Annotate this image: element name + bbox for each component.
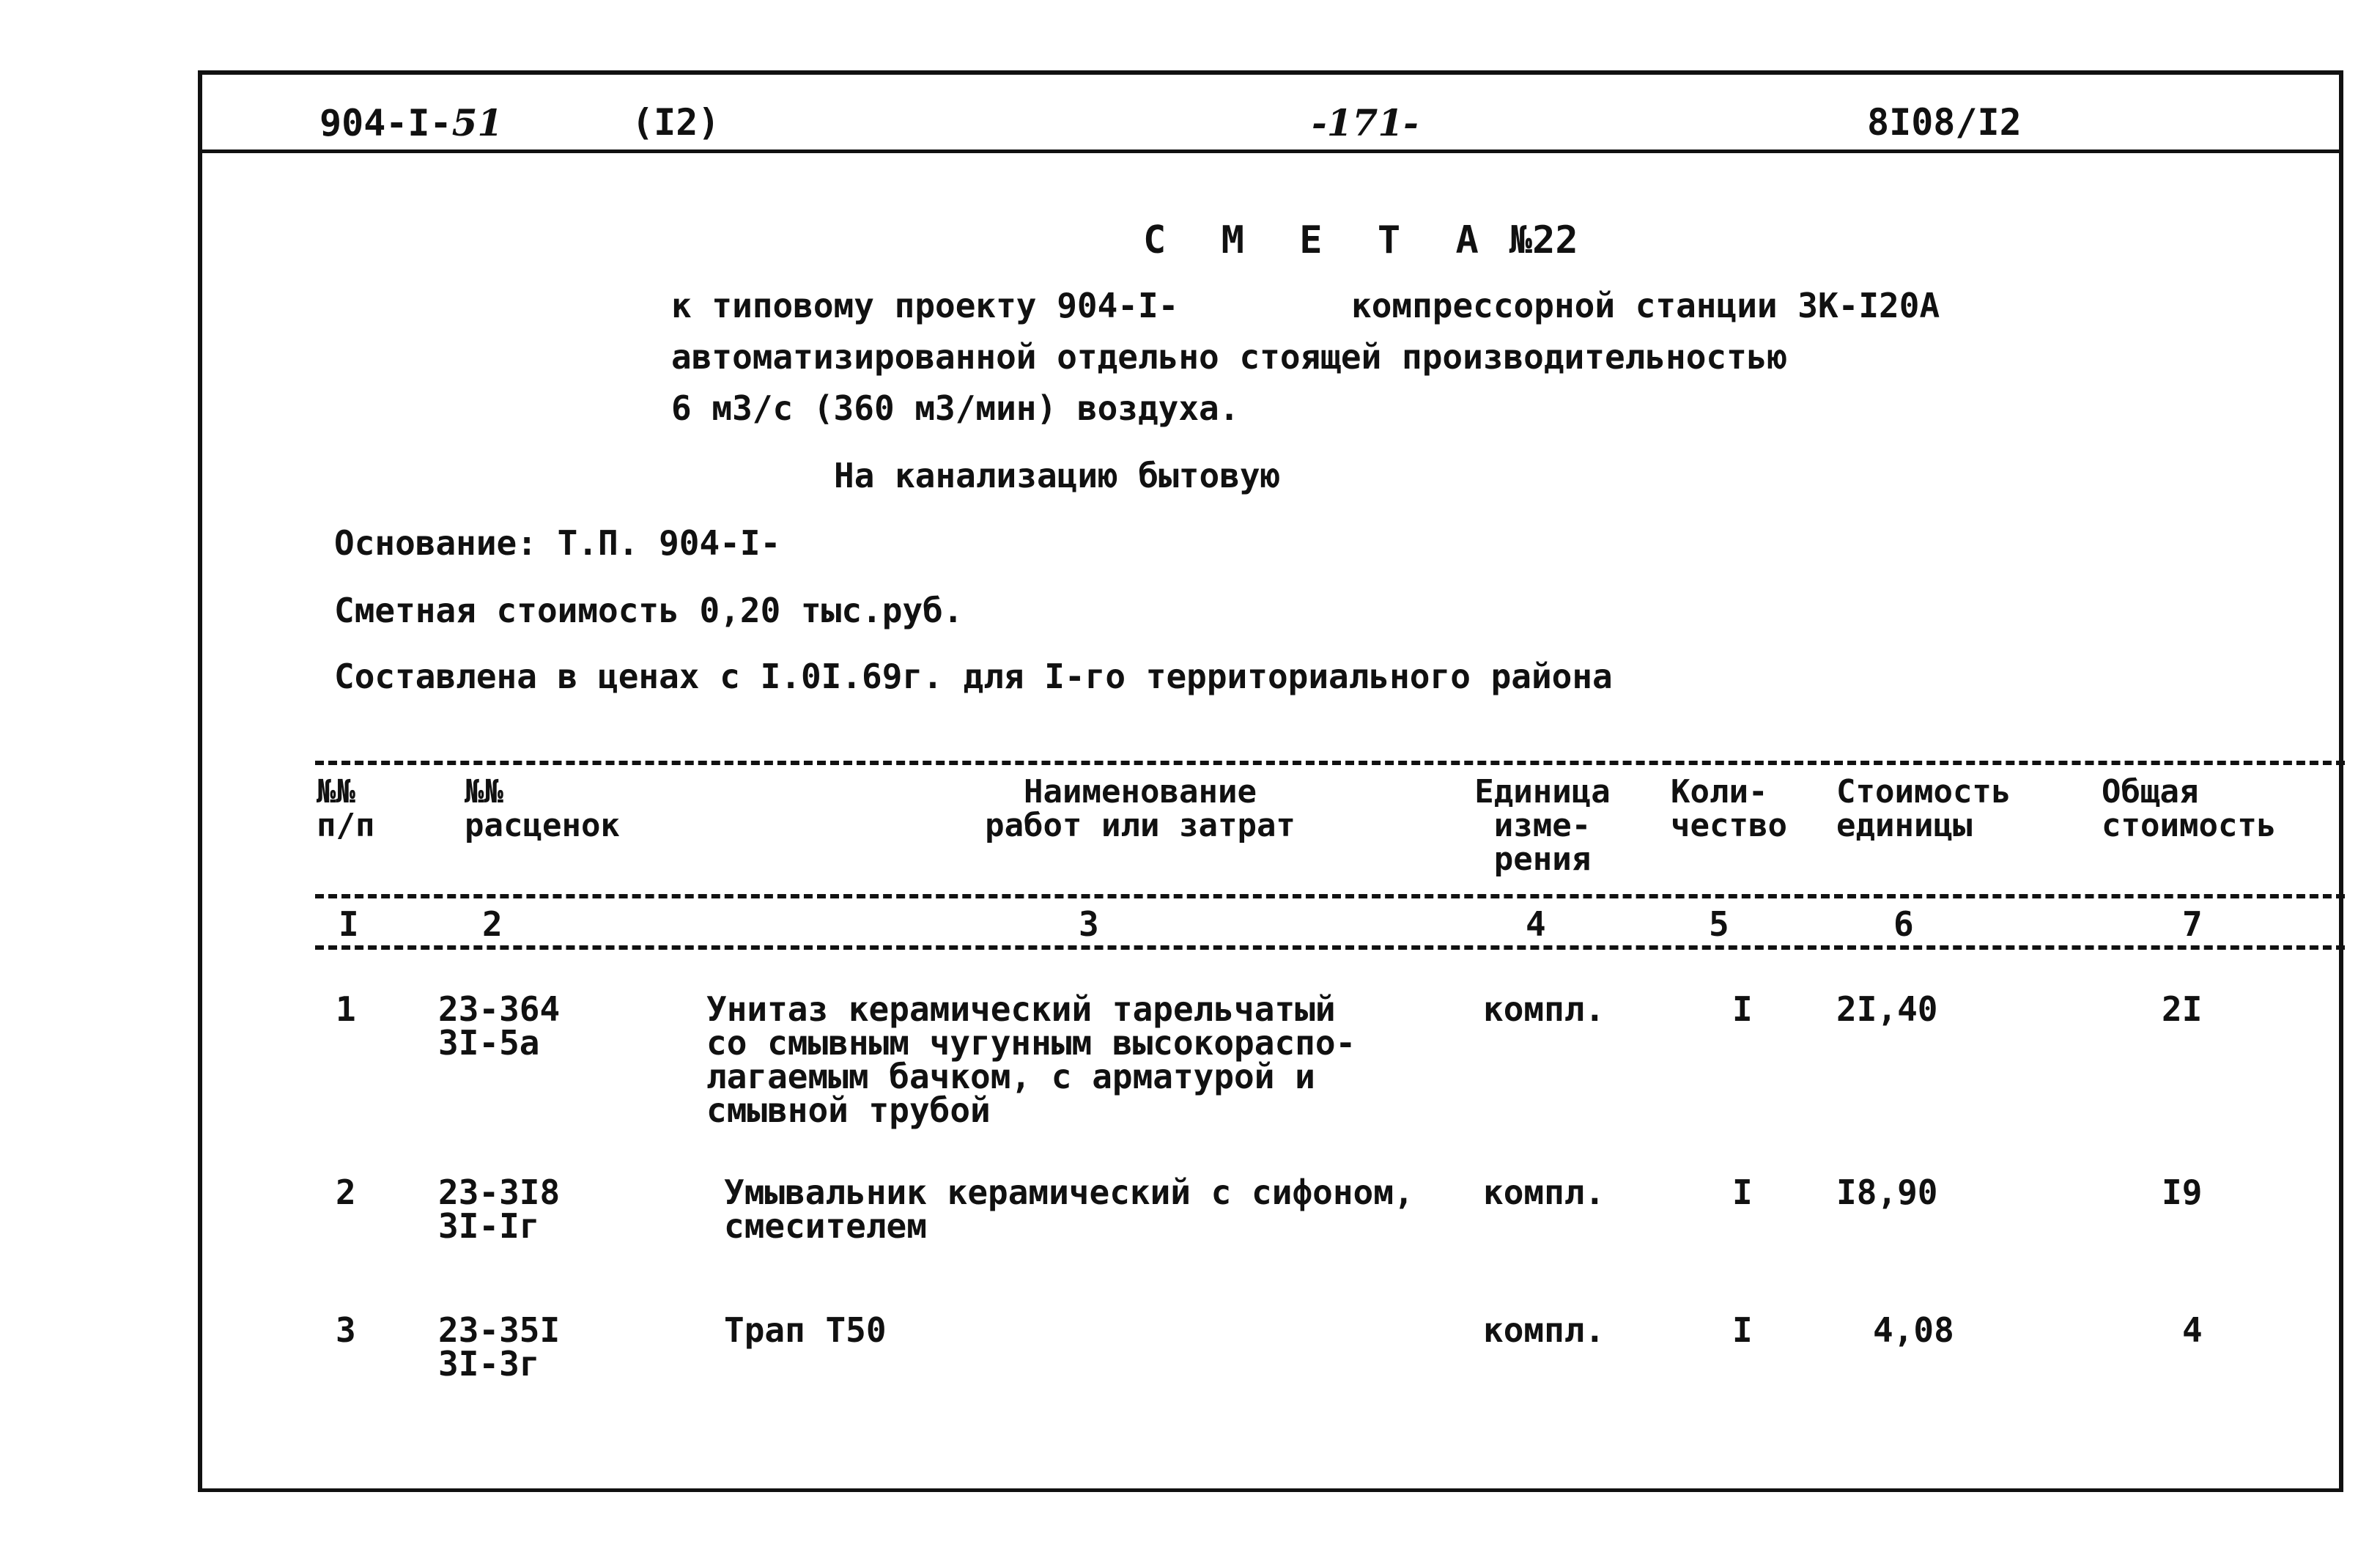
intro-line-3: 6 м3/с (360 м3/мин) воздуха. [671, 388, 1240, 428]
title-word: С М Е Т А [1143, 218, 1495, 262]
text-line: п/п [317, 807, 375, 844]
rate-code [438, 1173, 561, 1246]
document-reference: 8I08/I2 [1867, 101, 2022, 144]
quantity: I [1732, 1310, 1753, 1350]
header-unit [1466, 775, 1619, 876]
column-number: 4 [1526, 904, 1546, 944]
unit-of-measure: компл. [1483, 989, 1605, 1029]
document-title [1143, 218, 1578, 262]
unit-cost: 2I,40 [1836, 989, 1938, 1029]
work-name [706, 989, 1356, 1130]
text-line: 3I-5а [438, 1023, 540, 1063]
unit-of-measure: компл. [1483, 1310, 1605, 1350]
text-line: со смывным чугунным высокораспо- [706, 1023, 1356, 1063]
prices-basis-line: Составлена в ценах с I.0I.69г. для I-го территориального района [334, 657, 1613, 696]
estimated-cost-line: Сметная стоимость 0,20 тыс.руб. [334, 591, 964, 630]
text-line: лагаемым бачком, с арматурой и [706, 1057, 1315, 1096]
text-line: Умывальник керамический с сифоном, [724, 1173, 1414, 1212]
header-item-number [317, 775, 374, 843]
text-line: смывной трубой [706, 1090, 991, 1130]
text-line: стоимость [2102, 807, 2277, 844]
row-number: 3 [336, 1310, 356, 1350]
work-name [724, 1310, 887, 1350]
basis-line: Основание: Т.П. 904-I- [334, 523, 781, 563]
column-number: 5 [1709, 904, 1729, 944]
row-number: 2 [336, 1173, 356, 1212]
column-number: 7 [2182, 904, 2203, 944]
header-rate-number [465, 775, 620, 843]
table-top-rule [315, 761, 2345, 765]
total-cost: 2I [2162, 989, 2203, 1029]
column-number: 6 [1893, 904, 1914, 944]
text-line: Общая [2102, 773, 2199, 811]
text-line: Единица [1474, 773, 1611, 811]
title-number: №22 [1509, 218, 1578, 262]
column-number: 3 [1079, 904, 1099, 944]
document-part: (I2) [632, 101, 720, 144]
text-line: 23-364 [438, 989, 561, 1029]
unit-cost: 4,08 [1873, 1310, 1954, 1350]
estimate-subject: На канализацию бытовую [834, 456, 1281, 495]
text-line: расценок [465, 807, 620, 844]
total-cost: I9 [2162, 1173, 2203, 1212]
quantity: I [1732, 1173, 1753, 1212]
header-total-cost [2102, 775, 2276, 843]
text-line: чество [1671, 807, 1787, 844]
column-number: 2 [482, 904, 503, 944]
text-line: 23-35I [438, 1310, 561, 1350]
rate-code [438, 989, 561, 1063]
document-code: 904-I-51 [319, 101, 503, 144]
unit-of-measure: компл. [1483, 1173, 1605, 1212]
rate-code [438, 1310, 561, 1384]
text-line: 3I-Iг [438, 1206, 540, 1246]
text-line: рения [1493, 841, 1592, 878]
header-divider [198, 149, 2343, 153]
unit-cost: I8,90 [1836, 1173, 1938, 1212]
text-line: Коли- [1671, 773, 1768, 811]
row-number: 1 [336, 989, 356, 1029]
text-line: 23-3I8 [438, 1173, 561, 1212]
table-numbers-rule [315, 945, 2345, 950]
intro-line-2: автоматизированной отдельно стоящей производительностью [671, 337, 1788, 377]
page-number: -171- [1312, 101, 1419, 144]
text-line: 3I-3г [438, 1344, 540, 1384]
column-number: I [339, 904, 359, 944]
table-header-rule [315, 894, 2345, 898]
header-name [972, 775, 1309, 843]
text-line: смесителем [724, 1206, 927, 1246]
text-line: Наименование [1024, 773, 1257, 811]
text-line: единицы [1836, 807, 1973, 844]
text-line: изме- [1493, 807, 1592, 844]
text-line: Стоимость [1836, 773, 2011, 811]
work-name [724, 1173, 1414, 1246]
total-cost: 4 [2182, 1310, 2203, 1350]
header-unit-cost [1836, 775, 2011, 843]
header-quantity [1671, 775, 1787, 843]
text-line: №№ [465, 773, 503, 811]
text-line: Трап Т50 [724, 1310, 887, 1350]
text-line: Унитаз керамический тарельчатый [706, 989, 1336, 1029]
text-line: работ или затрат [985, 807, 1296, 844]
intro-line-1b: компрессорной станции ЗК-I20А [1351, 286, 1940, 325]
intro-line-1a: к типовому проекту 904-I- [671, 286, 1179, 325]
quantity: I [1732, 989, 1753, 1029]
text-line: №№ [317, 773, 355, 811]
